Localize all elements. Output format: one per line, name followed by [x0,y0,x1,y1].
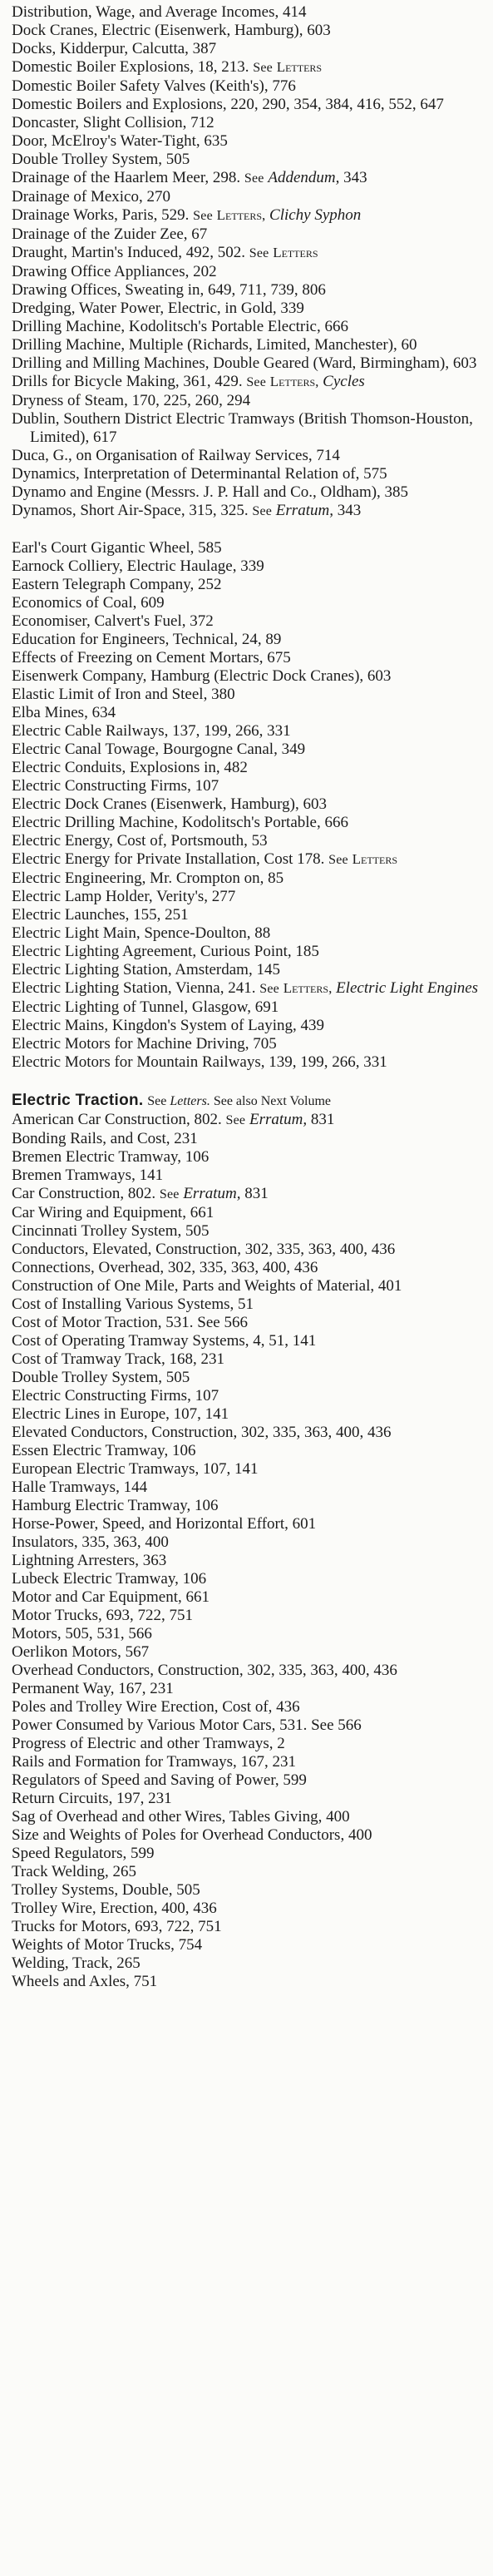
see-target: Letters. [170,1094,210,1108]
index-group-e [12,539,485,1072]
entry-text: Construction of One Mile, Parts and Weights of Material, 401 [12,1277,402,1295]
index-entry [12,40,485,58]
entry-text: Motor and Car Equipment, 661 [12,1588,210,1606]
index-entry [12,998,485,1017]
see-word: See [244,171,264,186]
index-entry [12,1332,485,1350]
entry-text: Electric Lighting Station, Vienna, 241. [12,979,256,997]
index-entry [12,22,485,40]
index-entry [12,1954,485,1973]
entry-text: Domestic Boilers and Explosions, 220, 290, 354, 384, 416, 552, 647 [12,96,444,113]
index-entry [12,814,485,832]
index-entry [12,1808,485,1826]
index-entry [12,447,485,465]
entry-text: Size and Weights of Poles for Overhead Conductors, 400 [12,1826,372,1844]
entry-text: Regulators of Speed and Saving of Power, 599 [12,1771,307,1789]
entry-text: Electric Motors for Machine Driving, 705 [12,1035,277,1053]
index-entry [12,318,485,336]
index-entry [12,1148,485,1167]
index-entry [12,3,485,22]
entry-text: Double Trolley System, 505 [12,1369,190,1386]
cross-reference: Erratum, [249,1111,308,1128]
index-entry [12,354,485,373]
index-entry [12,943,485,961]
see-word: See [159,1187,180,1201]
entry-text: Connections, Overhead, 302, 335, 363, 400, 436 [12,1259,318,1276]
index-entry [12,850,485,869]
page-reference: 831 [244,1185,269,1202]
entry-text: Dryness of Steam, 170, 225, 260, 294 [12,392,251,409]
index-entry [12,1533,485,1552]
entry-text: Electric Lighting of Tunnel, Glasgow, 691 [12,998,279,1016]
index-entry [12,336,485,354]
index-entry [12,188,485,206]
entry-text: Insulators, 335, 363, 400 [12,1533,169,1551]
entry-text: Track Welding, 265 [12,1863,136,1880]
cross-reference: Electric Light Engines [336,979,479,997]
index-entry [12,1035,485,1053]
entry-text: Eisenwerk Company, Hamburg (Electric Dock Cranes), 603 [12,667,392,685]
entry-text: Docks, Kidderpur, Calcutta, 387 [12,40,217,57]
entry-text: Motors, 505, 531, 566 [12,1625,152,1642]
entry-text: Bremen Tramways, 141 [12,1167,164,1184]
see-word: See [328,853,348,867]
entry-text: Electric Conduits, Explosions in, 482 [12,759,248,776]
cross-reference: Clichy Syphon [269,206,362,224]
cross-reference: Erratum, [275,502,333,519]
index-entry [12,961,485,979]
entry-text: Education for Engineers, Technical, 24, 89 [12,631,282,648]
entry-text: Overhead Conductors, Construction, 302, 335, 363, 400, 436 [12,1662,397,1679]
index-entry [12,483,485,502]
entry-text: Sag of Overhead and other Wires, Tables Giving, 400 [12,1808,350,1825]
index-entry [12,1717,485,1735]
index-entry [12,1625,485,1643]
index-entry [12,1881,485,1900]
entry-text: Elastic Limit of Iron and Steel, 380 [12,686,235,703]
index-entry [12,58,485,77]
entry-text: Dock Cranes, Electric (Eisenwerk, Hamburg), 603 [12,22,331,39]
entry-text: Drainage of Mexico, 270 [12,188,170,206]
index-group-d [12,3,485,521]
entry-text: Halle Tramways, 144 [12,1479,148,1496]
index-entry [12,1277,485,1295]
section-see-note [147,1094,331,1108]
index-entry [12,1167,485,1185]
entry-text: Domestic Boiler Explosions, 18, 213. [12,58,249,76]
index-entry [12,1350,485,1369]
entry-text: Lightning Arresters, 363 [12,1552,167,1569]
entry-text: Cost of Installing Various Systems, 51 [12,1295,254,1313]
entry-text: Distribution, Wage, and Average Incomes, 414 [12,3,307,21]
index-entry [12,924,485,943]
page-reference: 831 [310,1111,335,1128]
see-target: Letters [352,851,397,867]
entry-text: Economiser, Calvert's Fuel, 372 [12,612,214,630]
see-target: Letters [273,245,318,260]
index-entry [12,741,485,759]
index-entry [12,979,485,998]
index-entry [12,465,485,483]
index-entry [12,539,485,557]
index-entry [12,1479,485,1497]
index-entry [12,281,485,300]
entry-text: Electric Constructing Firms, 107 [12,1387,219,1404]
index-entry [12,1460,485,1479]
entry-text: Electric Lighting Agreement, Curious Point, 185 [12,943,319,960]
entry-text: Cincinnati Trolley System, 505 [12,1222,210,1240]
entry-text: Drilling Machine, Kodolitsch's Portable Electric, 666 [12,318,348,335]
index-entry [12,410,485,447]
entry-text: Electric Energy, Cost of, Portsmouth, 53 [12,832,268,850]
index-entry [12,1936,485,1954]
see-word: See [225,1113,246,1127]
index-entry [12,1017,485,1035]
see-word: See [249,246,269,260]
index-entry [12,1900,485,1918]
entry-text: Effects of Freezing on Cement Mortars, 675 [12,649,291,666]
entry-text: Duca, G., on Organisation of Railway Services, 714 [12,447,340,464]
index-entry [12,612,485,631]
see-word: See [147,1094,167,1108]
index-entry [12,1607,485,1625]
index-entry [12,1222,485,1241]
index-entry [12,169,485,188]
see-word: See [259,982,279,996]
entry-text: Electric Cable Railways, 137, 199, 266, 331 [12,722,291,740]
section-title: Electric Traction. [12,1092,144,1109]
index-entry [12,1185,485,1204]
electric-traction-subentries [12,1111,485,1991]
index-entry [12,151,485,169]
index-entry [12,1515,485,1533]
page-reference: 343 [337,502,362,519]
index-entry [12,373,485,392]
index-entry [12,1735,485,1753]
index-entry [12,1130,485,1148]
index-entry [12,1570,485,1588]
index-entry [12,906,485,924]
index-entry [12,392,485,410]
entry-text: Power Consumed by Various Motor Cars, 531. See 566 [12,1717,362,1734]
entry-text: Drawing Office Appliances, 202 [12,263,217,280]
index-entry [12,722,485,741]
index-entry [12,1204,485,1222]
index-entry [12,263,485,281]
entry-text: Permanent Way, 167, 231 [12,1680,174,1697]
entry-text: Draught, Martin's Induced, 492, 502. [12,244,245,261]
entry-text: Hamburg Electric Tramway, 106 [12,1497,219,1514]
see-target: Letters, [283,980,333,996]
entry-text: Bremen Electric Tramway, 106 [12,1148,210,1166]
group-spacer [12,521,485,539]
index-entry [12,1588,485,1607]
entry-text: Electric Energy for Private Installation, Cost 178. [12,850,325,868]
page-reference: 343 [343,169,367,186]
entry-text: Earl's Court Gigantic Wheel, 585 [12,539,222,557]
index-entry [12,1918,485,1936]
index-entry [12,77,485,96]
entry-text: Drainage Works, Paris, 529. [12,206,190,224]
entry-text: Double Trolley System, 505 [12,151,190,168]
entry-text: Progress of Electric and other Tramways, 2 [12,1735,285,1752]
entry-text: Weights of Motor Trucks, 754 [12,1936,203,1954]
entry-text: Elba Mines, 634 [12,704,116,721]
index-entry [12,1424,485,1442]
index-entry [12,1845,485,1863]
entry-text: Electric Motors for Mountain Railways, 139, 199, 266, 331 [12,1053,387,1071]
index-entry [12,1442,485,1460]
entry-text: Cost of Operating Tramway Systems, 4, 51, 141 [12,1332,317,1350]
see-word: See [252,504,273,518]
index-entry [12,1973,485,1991]
index-entry [12,686,485,704]
entry-text: European Electric Tramways, 107, 141 [12,1460,259,1478]
entry-text: Trucks for Motors, 693, 722, 751 [12,1918,222,1935]
entry-text: Speed Regulators, 599 [12,1845,155,1862]
entry-text: Electric Lines in Europe, 107, 141 [12,1405,229,1423]
index-entry [12,1314,485,1332]
entry-text: Welding, Track, 265 [12,1954,141,1972]
index-entry [12,1405,485,1424]
index-entry [12,1387,485,1405]
entry-text: Electric Mains, Kingdon's System of Laying, 439 [12,1017,324,1034]
index-entry [12,832,485,850]
entry-text: American Car Construction, 802. [12,1111,222,1128]
entry-text: Drilling Machine, Multiple (Richards, Limited, Manchester), 60 [12,336,417,354]
entry-text: Oerlikon Motors, 567 [12,1643,150,1661]
entry-text: Poles and Trolley Wire Erection, Cost of, 436 [12,1698,300,1716]
entry-text: Cost of Motor Traction, 531. See 566 [12,1314,248,1331]
index-entry [12,576,485,594]
entry-text: Car Wiring and Equipment, 661 [12,1204,214,1221]
entry-text: Electric Drilling Machine, Kodolitsch's Portable, 666 [12,814,348,831]
entry-text: Door, McElroy's Water-Tight, 635 [12,132,228,150]
see-word: See [246,375,267,389]
entry-text: Cost of Tramway Track, 168, 231 [12,1350,224,1368]
entry-text: Car Construction, 802. [12,1185,156,1202]
index-entry [12,1295,485,1314]
index-entry [12,225,485,244]
see-word: See [193,209,213,223]
index-entry [12,667,485,686]
index-entry [12,1753,485,1771]
index-entry [12,704,485,722]
index-entry [12,1643,485,1662]
index-entry [12,1790,485,1808]
entry-text: Dynamics, Interpretation of Determinantal Relation of, 575 [12,465,387,483]
entry-text: Electric Canal Towage, Bourgogne Canal, 349 [12,741,306,758]
see-target: Letters, [216,207,266,223]
entry-text: Trolley Wire, Erection, 400, 436 [12,1900,217,1917]
entry-text: Electric Launches, 155, 251 [12,906,189,924]
entry-text: Eastern Telegraph Company, 252 [12,576,222,593]
index-entry [12,888,485,906]
entry-text: Electric Dock Cranes (Eisenwerk, Hamburg), 603 [12,795,327,813]
entry-text: Drills for Bicycle Making, 361, 429. [12,373,243,390]
entry-text: Dynamo and Engine (Messrs. J. P. Hall and Co., Oldham), 385 [12,483,409,501]
entry-text: Electric Light Main, Spence-Doulton, 88 [12,924,271,942]
cross-reference: Cycles [323,373,365,390]
entry-text: Horse-Power, Speed, and Horizontal Effort, 601 [12,1515,317,1533]
entry-text: Electric Engineering, Mr. Crompton on, 85 [12,869,284,887]
cross-reference: Addendum, [268,169,340,186]
entry-text: Doncaster, Slight Collision, 712 [12,114,214,131]
see-target: Letters, [269,374,319,389]
index-entry [12,649,485,667]
index-entry [12,1053,485,1072]
cross-reference: Erratum, [183,1185,241,1202]
see-target: Letters [276,59,323,75]
index-entry [12,759,485,777]
index-entry [12,594,485,612]
entry-text: Elevated Conductors, Construction, 302, 335, 363, 400, 436 [12,1424,392,1441]
entry-text: Electric Lamp Holder, Verity's, 277 [12,888,236,905]
index-entry [12,777,485,795]
entry-text: Bonding Rails, and Cost, 231 [12,1130,198,1147]
entry-text: Domestic Boiler Safety Valves (Keith's), 776 [12,77,296,95]
index-entry [12,1680,485,1698]
entry-text: Dublin, Southern District Electric Tramways (British Thomson-Houston, Limited), 617 [12,410,473,446]
entry-text: Dynamos, Short Air-Space, 315, 325. [12,502,249,519]
index-entry [12,114,485,132]
index-entry [12,96,485,114]
index-entry [12,1241,485,1259]
section-heading-electric-traction [12,1092,485,1111]
entry-text: Drainage of the Haarlem Meer, 298. [12,169,241,186]
entry-text: Economics of Coal, 609 [12,594,165,612]
index-entry [12,206,485,225]
index-entry [12,1771,485,1790]
index-entry [12,502,485,521]
index-entry [12,1497,485,1515]
entry-text: Wheels and Axles, 751 [12,1973,158,1990]
entry-text: Essen Electric Tramway, 106 [12,1442,196,1459]
index-entry [12,869,485,888]
index-entry [12,244,485,263]
index-entry [12,557,485,576]
entry-text: Return Circuits, 197, 231 [12,1790,172,1807]
entry-text: Conductors, Elevated, Construction, 302, 335, 363, 400, 436 [12,1241,396,1258]
entry-text: Electric Lighting Station, Amsterdam, 145 [12,961,280,978]
entry-text: Trolley Systems, Double, 505 [12,1881,200,1899]
entry-text: Electric Constructing Firms, 107 [12,777,219,795]
index-entry [12,1863,485,1881]
entry-text: Dredging, Water Power, Electric, in Gold, 339 [12,300,304,317]
entry-text: Earnock Colliery, Electric Haulage, 339 [12,557,264,575]
index-entry [12,631,485,649]
index-entry [12,1826,485,1845]
entry-text: Lubeck Electric Tramway, 106 [12,1570,207,1588]
see-also-note: See also Next Volume [213,1094,331,1108]
index-entry [12,300,485,318]
see-word: See [253,61,273,75]
entry-text: Motor Trucks, 693, 722, 751 [12,1607,193,1624]
entry-text: Drilling and Milling Machines, Double Geared (Ward, Birmingham), 603 [12,354,477,372]
entry-text: Drawing Offices, Sweating in, 649, 711, 739, 806 [12,281,326,299]
index-entry [12,1259,485,1277]
index-entry [12,795,485,814]
index-entry [12,132,485,151]
index-entry [12,1111,485,1130]
index-entry [12,1698,485,1717]
index-entry [12,1662,485,1680]
group-spacer [12,1072,485,1090]
entry-text: Drainage of the Zuider Zee, 67 [12,225,208,243]
index-entry [12,1552,485,1570]
entry-text: Rails and Formation for Tramways, 167, 231 [12,1753,296,1771]
index-entry [12,1369,485,1387]
